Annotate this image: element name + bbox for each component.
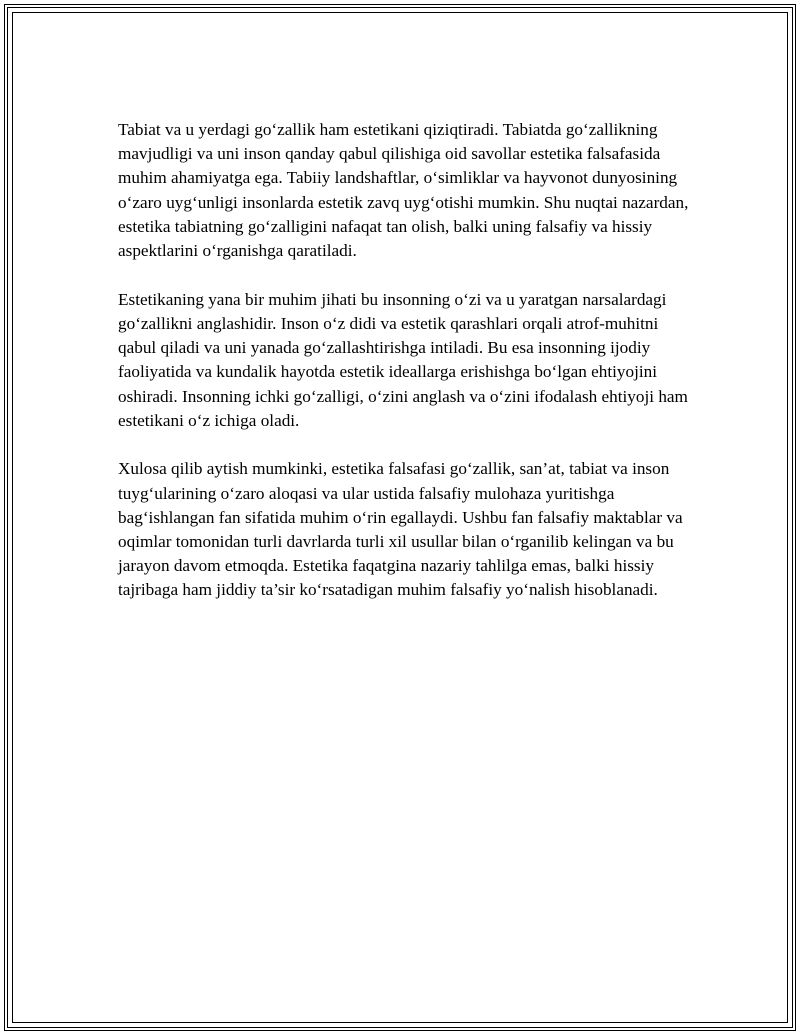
- document-body: [118, 118, 690, 627]
- paragraph-3: Xulosa qilib aytish mumkinki, estetika falsafasi go‘zallik, san’at, tabiat va inson tuyg‘ularining o‘zaro aloqasi va ular ustida falsafiy mulohaza yuritishga bag‘ishlangan fan sifatida muhim o‘rin egallaydi. Ushbu fan falsafiy maktablar va oqimlar tomonidan turli davrlarda turli xil usullar bilan o‘rganilib kelingan va bu jarayon davom etmoqda. Estetika faqatgina nazariy tahlilga emas, balki hissiy tajribaga ham jiddiy ta’sir ko‘rsatadigan muhim falsafiy yo‘nalish hisoblanadi.: [118, 459, 683, 600]
- paragraph-2: Estetikaning yana bir muhim jihati bu insonning o‘zi va u yaratgan narsalardagi go‘zallikni anglashidir. Inson o‘z didi va estetik qarashlari orqali atrof-muhitni qabul qiladi va uni yanada go‘zallashtirishga intiladi. Bu esa insonning ijodiy faoliyatida va kundalik hayotda estetik ideallarga erishishga bo‘lgan ehtiyojini oshiradi. Insonning ichki go‘zalligi, o‘zini anglash va o‘zini ifodalash ehtiyoji ham estetikani o‘z ichiga oladi.: [118, 289, 688, 430]
- paragraph-1: Tabiat va u yerdagi go‘zallik ham estetikani qiziqtiradi. Tabiatda go‘zallikning mavjudligi va uni inson qanday qabul qilishiga oid savollar estetika falsafasida muhim ahamiyatga ega. Tabiiy landshaftlar, o‘simliklar va hayvonot dunyosining o‘zaro uyg‘unligi insonlarda estetik zavq uyg‘otishi mumkin. Shu nuqtai nazardan, estetika tabiatning go‘zalligini nafaqat tan olish, balki uning falsafiy va hissiy aspektlarini o‘rganishga qaratiladi.: [118, 120, 689, 261]
